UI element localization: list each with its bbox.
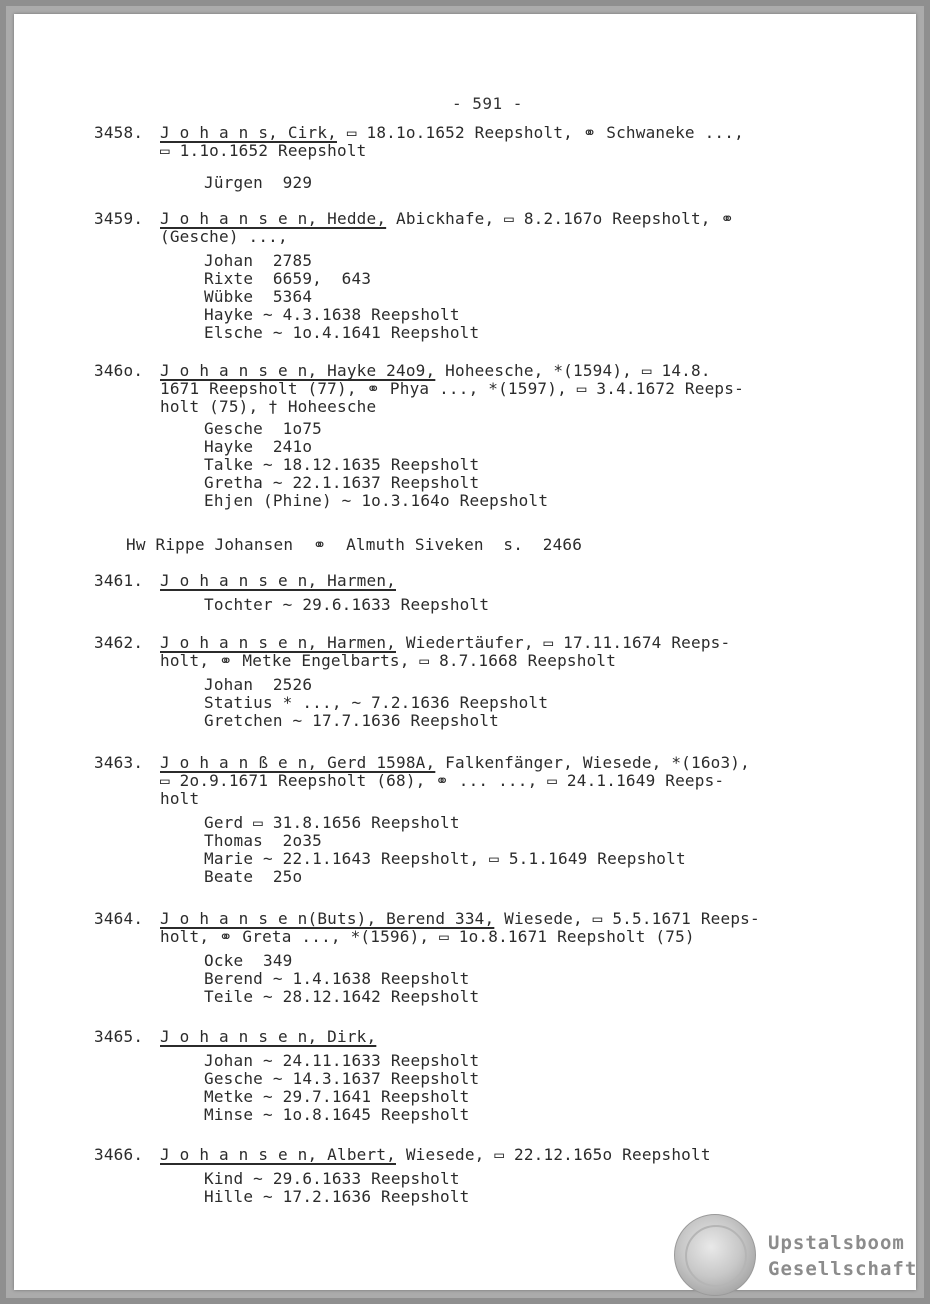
child-line: Rixte 6659, 643 [204, 269, 372, 288]
entry-number: 3465. [94, 1027, 144, 1046]
entry-heading [160, 910, 760, 928]
entry-details: Hoheesche, *(1594), ▭ 14.8. [435, 361, 711, 380]
entry-number: 3466. [94, 1145, 144, 1164]
logo-line-1: Upstalsboom [768, 1232, 905, 1254]
entry-name: J o h a n ß e n, Gerd 1598A, [160, 753, 436, 772]
continuation-line: (Gesche) ..., [160, 227, 288, 246]
entry-heading [160, 210, 734, 228]
entry-details: Wiesede, ▭ 5.5.1671 Reeps- [494, 909, 760, 928]
child-line: Statius * ..., ~ 7.2.1636 Reepsholt [204, 693, 549, 712]
child-line: Elsche ~ 1o.4.1641 Reepsholt [204, 323, 480, 342]
continuation-line: holt, ⚭ Greta ..., *(1596), ▭ 1o.8.1671 Reepsholt (75) [160, 927, 695, 946]
entry-heading [160, 362, 711, 380]
child-line: Tochter ~ 29.6.1633 Reepsholt [204, 595, 490, 614]
child-line: Ehjen (Phine) ~ 1o.3.164o Reepsholt [204, 491, 549, 510]
child-line: Gesche 1o75 [204, 419, 322, 438]
entry-number: 3462. [94, 633, 144, 652]
child-line: Metke ~ 29.7.1641 Reepsholt [204, 1087, 470, 1106]
entry-name: J o h a n s e n, Hayke 24o9, [160, 361, 436, 380]
child-line: Minse ~ 1o.8.1645 Reepsholt [204, 1105, 470, 1124]
child-line: Talke ~ 18.12.1635 Reepsholt [204, 455, 480, 474]
entry-heading [160, 572, 396, 590]
child-line: Wübke 5364 [204, 287, 313, 306]
child-line: Beate 25o [204, 867, 303, 886]
entry-number: 3464. [94, 909, 144, 928]
child-line: Hille ~ 17.2.1636 Reepsholt [204, 1187, 470, 1206]
entry-heading [160, 1028, 376, 1046]
entry-details: Wiedertäufer, ▭ 17.11.1674 Reeps- [396, 633, 731, 652]
entry-name: J o h a n s e n, Harmen, [160, 571, 396, 590]
entry-heading [160, 1146, 711, 1164]
logo-text [768, 1230, 917, 1282]
entry-details: Abickhafe, ▭ 8.2.167o Reepsholt, ⚭ [386, 209, 735, 228]
continuation-line: holt, ⚭ Metke Engelbarts, ▭ 8.7.1668 Reepsholt [160, 651, 617, 670]
entry-details: Falkenfänger, Wiesede, *(16o3), [435, 753, 750, 772]
continuation-line: 1671 Reepsholt (77), ⚭ Phya ..., *(1597), ▭ 3.4.1672 Reeps- [160, 379, 744, 398]
child-line: Berend ~ 1.4.1638 Reepsholt [204, 969, 470, 988]
child-line: Jürgen 929 [204, 173, 313, 192]
child-line: Johan 2526 [204, 675, 313, 694]
child-line: Marie ~ 22.1.1643 Reepsholt, ▭ 5.1.1649 Reepsholt [204, 849, 686, 868]
continuation-line: ▭ 1.1o.1652 Reepsholt [160, 141, 367, 160]
seal-icon [674, 1214, 756, 1296]
entry-heading [160, 124, 744, 142]
entry-details: Wiesede, ▭ 22.12.165o Reepsholt [396, 1145, 711, 1164]
child-line: Kind ~ 29.6.1633 Reepsholt [204, 1169, 460, 1188]
entry-number: 3461. [94, 571, 144, 590]
entry-name: J o h a n s e n(Buts), Berend 334, [160, 909, 495, 928]
entry-name: J o h a n s, Cirk, [160, 123, 337, 142]
entry-number: 3458. [94, 123, 144, 142]
entry-name: J o h a n s e n, Dirk, [160, 1027, 377, 1046]
child-line: Johan ~ 24.11.1633 Reepsholt [204, 1051, 480, 1070]
cross-reference-line: Hw Rippe Johansen ⚭ Almuth Siveken s. 2466 [126, 535, 583, 554]
genealogy-entries [14, 14, 916, 1290]
child-line: Hayke 241o [204, 437, 313, 456]
child-line: Gesche ~ 14.3.1637 Reepsholt [204, 1069, 480, 1088]
entry-number: 3459. [94, 209, 144, 228]
entry-heading [160, 634, 730, 652]
child-line: Teile ~ 28.12.1642 Reepsholt [204, 987, 480, 1006]
entry-name: J o h a n s e n, Hedde, [160, 209, 387, 228]
continuation-line: holt (75), † Hoheesche [160, 397, 377, 416]
society-logo [674, 1214, 919, 1296]
entry-name: J o h a n s e n, Harmen, [160, 633, 396, 652]
logo-line-2: Gesellschaft [768, 1258, 918, 1280]
child-line: Ocke 349 [204, 951, 293, 970]
continuation-line: holt [160, 789, 200, 808]
document-page [14, 14, 916, 1290]
child-line: Gretha ~ 22.1.1637 Reepsholt [204, 473, 480, 492]
entry-name: J o h a n s e n, Albert, [160, 1145, 396, 1164]
page-number: - 591 - [452, 94, 523, 113]
continuation-line: ▭ 2o.9.1671 Reepsholt (68), ⚭ ... ..., ▭ 24.1.1649 Reeps- [160, 771, 725, 790]
entry-heading [160, 754, 750, 772]
child-line: Gretchen ~ 17.7.1636 Reepsholt [204, 711, 499, 730]
entry-number: 3463. [94, 753, 144, 772]
child-line: Hayke ~ 4.3.1638 Reepsholt [204, 305, 460, 324]
entry-details: ▭ 18.1o.1652 Reepsholt, ⚭ Schwaneke ..., [337, 123, 744, 142]
child-line: Johan 2785 [204, 251, 313, 270]
entry-number: 346o. [94, 361, 144, 380]
child-line: Gerd ▭ 31.8.1656 Reepsholt [204, 813, 460, 832]
child-line: Thomas 2o35 [204, 831, 322, 850]
